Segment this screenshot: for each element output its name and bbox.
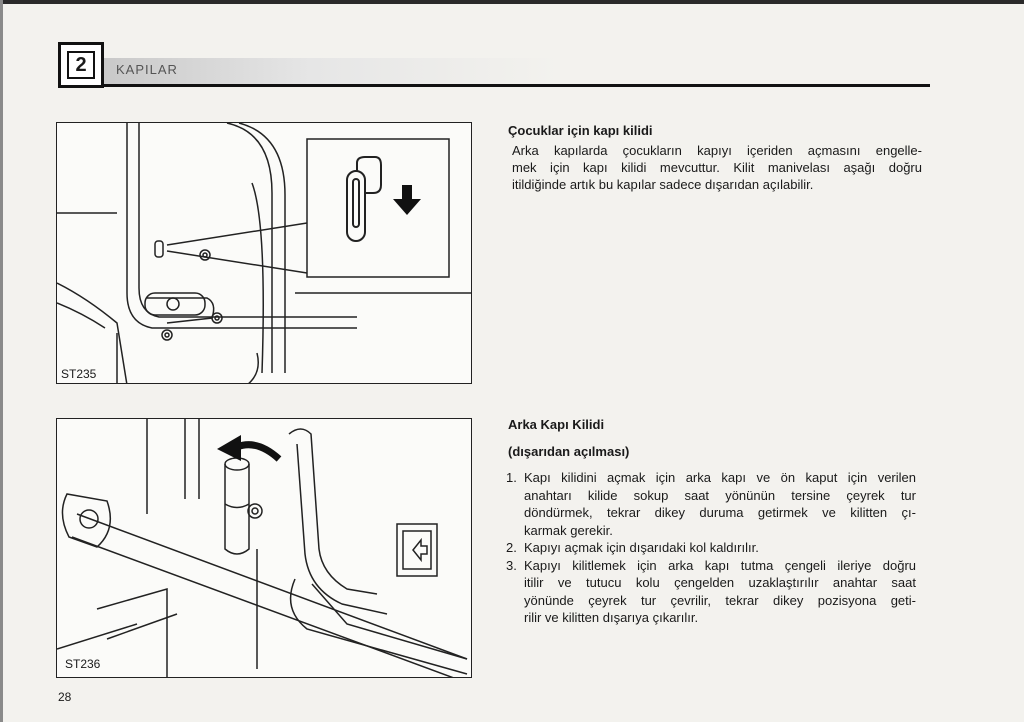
step-line: karmak gerekir. [524,522,613,538]
page-left-edge [0,0,3,722]
section-title-child-lock: Çocuklar için kapı kilidi [508,123,653,138]
rear-door-lock-steps [506,469,916,627]
step-line: Kapıyı kilitlemek için arka kapı tutma çengeli ileriye doğru [524,557,916,573]
chapter-number-box [58,42,104,88]
page-top-edge [0,0,1024,4]
step-number: 1. [506,470,517,485]
paragraph-line: Arka kapılarda çocukların kapıyı içeriden açmasını engelle- [512,143,922,158]
paragraph-line: itildiğinde artık bu kapılar sadece dışarıdan açılabilir. [512,177,814,192]
chapter-title: KAPILAR [116,62,178,77]
step-line: yönünde çeyrek tur çevrilir, tekrar dikey pozisyona geti- [524,592,916,608]
paragraph-line: mek için kapı kilidi mevcuttur. Kilit manivelası aşağı doğru [512,160,922,175]
step-item [506,557,916,627]
figure-rear-door-lock [56,418,472,678]
step-number: 3. [506,557,517,573]
step-line: anahtarı kilide sokup saat yönünün tersine çeyrek tur [524,487,916,503]
chapter-header-band [104,58,930,84]
section-title-rear-door-lock: Arka Kapı Kilidi [508,417,605,432]
step-line: itilir ve tutucu kolu çengelden uzaklaştırılır anahtar saat [524,575,916,590]
page-number: 28 [58,690,72,704]
step-line: döndürmek, tekrar dikey duruma getirmek ve kilitten çı- [524,505,916,520]
header-rule [104,84,930,87]
section-subtitle-rear-door-lock: (dışarıdan açılması) [508,444,630,459]
step-line: Kapıyı açmak için dışarıdaki kol kaldırılır. [524,540,759,555]
step-line: Kapı kilidini açmak için arka kapı ve ön kaput için verilen [524,470,916,485]
step-item [506,539,916,557]
rear-door-lock-illustration [57,419,472,678]
step-line: rilir ve kilitten dışarıya çıkarılır. [524,610,699,625]
figure-child-lock [56,122,472,384]
step-item [506,469,916,539]
figure-label: ST235 [61,367,97,381]
chapter-number: 2 [67,51,95,79]
figure-label: ST236 [65,657,101,671]
child-lock-illustration [57,123,472,384]
step-number: 2. [506,540,517,555]
